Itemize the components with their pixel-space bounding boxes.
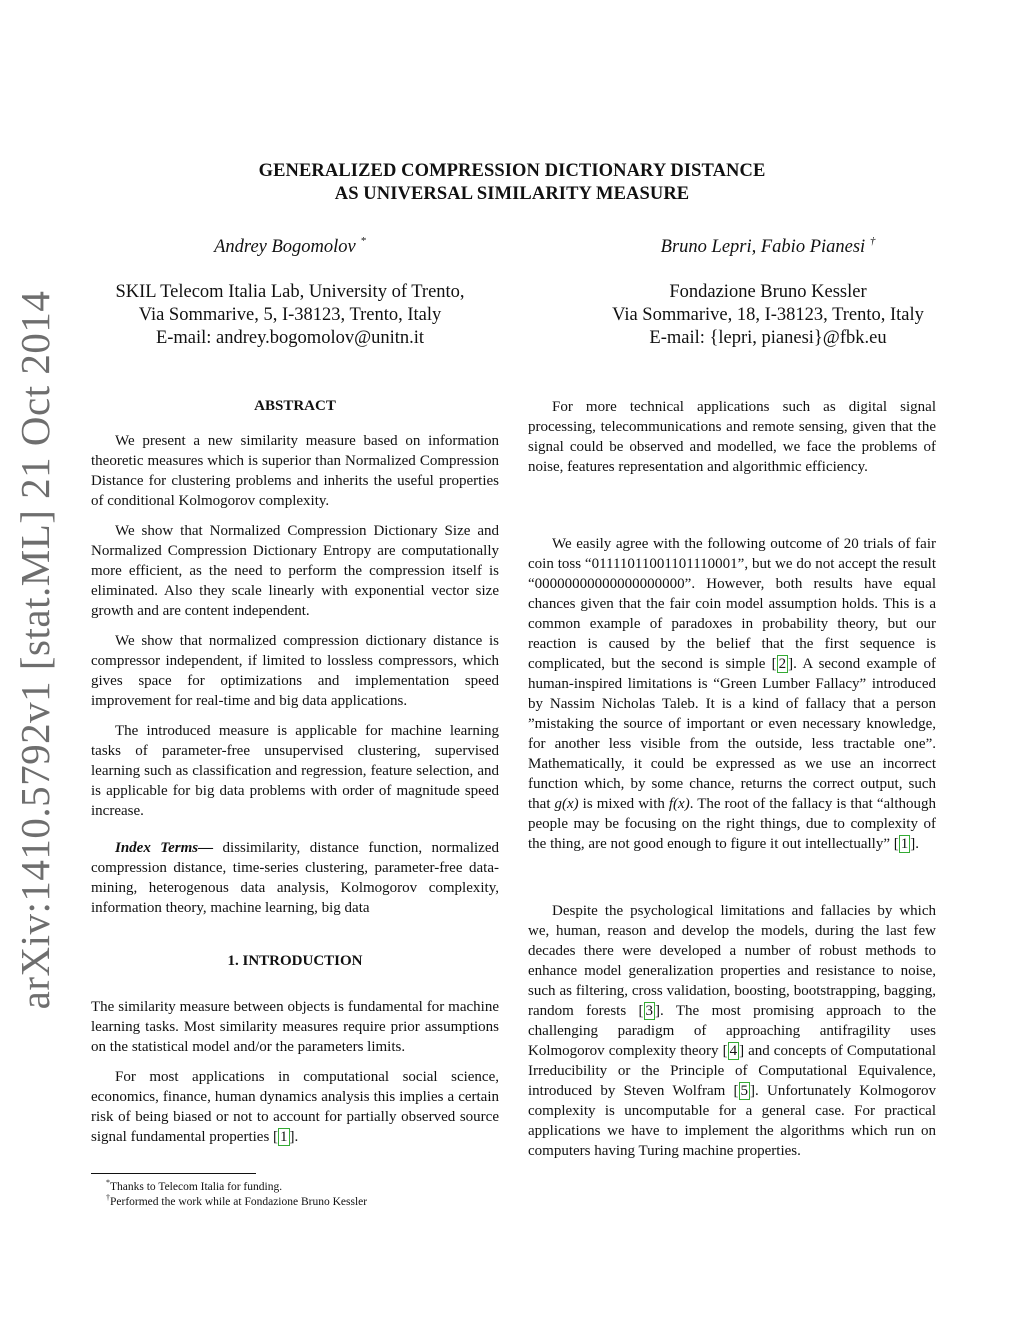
citation-link[interactable]: 2	[778, 656, 787, 672]
citation-link[interactable]: 5	[740, 1083, 749, 1099]
affiliation-1-line-1: SKIL Telecom Italia Lab, University of Trento,	[115, 282, 465, 302]
arxiv-stamp: arXiv:1410.5792v1 [stat.ML] 21 Oct 2014	[12, 290, 58, 1010]
abstract-paragraph-3: We show that normalized compression dictionary distance is compressor independent, if limited to lossless compressors, which gives space for optimizations and implementation speed improvement for real-time and big data applications.	[91, 633, 499, 709]
math-f-of-x: f(x)	[668, 796, 690, 812]
introduction-heading: 1. INTRODUCTION	[227, 953, 363, 969]
abstract-heading: ABSTRACT	[254, 398, 336, 414]
author-block-1	[40, 236, 540, 350]
index-terms	[91, 838, 499, 918]
title-line-2: AS UNIVERSAL SIMILARITY MEASURE	[334, 184, 690, 204]
affiliation-2-line-1: Fondazione Bruno Kessler	[669, 282, 867, 302]
right-paragraph-2: We easily agree with the following outcome of 20 trials of fair coin toss “01111011001101110001”, but we do not accept the result “00000000000000000000”. However, both results have equal chances given that the fair coin model assumption holds. This is a common example of paradoxes in probability theory, but our reaction is caused by the belief that the first sequence is complicated, but the second is simple [ 2 ]. A second example of human-inspired limitations is “Green Lumber Fallacy” introduced by Nassim Nicholas Taleb. It is a kind of fallacy that a person ”mistaking the source of important or even necessary knowledge, for another less visible from the outside, less tractable one”. Mathematically, it could be expressed as we use an incorrect function which, by some chance, returns the correct output, such that g(x) is mixed with f(x). The root of the fallacy is that “although people may be focusing on the right things, due to complexity of the thing, are not good enough to figure it out intellectually” [ 1 ].	[528, 536, 937, 852]
paper-title	[0, 160, 1024, 206]
citation-link[interactable]: 4	[729, 1043, 738, 1059]
citation-link[interactable]: 1	[280, 1129, 288, 1145]
index-terms-text: dissimilarity, distance function, normalized compression distance, time-series clustering, parameter-free data-mining, heterogenous data analysis, Kolmogorov complexity, information theory, machine learning, big data	[91, 840, 499, 916]
intro-paragraph-1: The similarity measure between objects is fundamental for machine learning tasks. Most similarity measures require prior assumptions on the statistical model and/or the parameters limits.	[91, 999, 499, 1055]
footnote-1: *Thanks to Telecom Italia for funding.	[106, 1178, 283, 1193]
affiliation-2	[518, 281, 1018, 350]
abstract-paragraph-4: The introduced measure is applicable for machine learning tasks of parameter-free unsupervised clustering, supervised learning such as classification and regression, feature selection, and is applicable for big data problems with order of magnitude speed increase.	[91, 723, 499, 819]
left-column	[91, 396, 499, 1147]
right-column	[528, 397, 936, 1161]
citation-link[interactable]: 3	[645, 1003, 654, 1019]
math-g-of-x: g(x)	[554, 796, 579, 812]
abstract-paragraph-2: We show that Normalized Compression Dictionary Size and Normalized Compression Dictionary Entropy are computationally more efficient, as the need to perform the compression itself is eliminated. Also they scale linearly with exponential vector size growth and are content independent.	[91, 523, 499, 619]
affiliation-2-line-2: Via Sommarive, 18, I-38123, Trento, Italy	[612, 305, 924, 325]
right-paragraph-1: For more technical applications such as digital signal processing, telecommunications and remote sensing, given that the signal could be observed and modelled, we face the problems of noise, features representation and algorithmic efficiency.	[528, 399, 936, 475]
footnotes	[106, 1180, 506, 1210]
right-paragraph-3: Despite the psychological limitations and fallacies by which we, human, reason and develop the models, during the last few decades there were developed a number of robust methods to enhance model generalization properties and resistance to noise, such as filtering, cross validation, boosting, bootstrapping, bagging, random forests [ 3 ]. The most promising approach to the challenging paradigm of approaching antifragility uses Kolmogorov complexity theory [ 4 ] and concepts of Computational Irreducibility or the Principle of Computational Equivalence, introduced by Steven Wolfram [ 5 ]. Unfortunately Kolmogorov complexity is uncomputable for a general case. For practical applications we have to implement the algorithms which run on computers having Turing machine properties.	[528, 903, 937, 1159]
affiliation-1-line-2: Via Sommarive, 5, I-38123, Trento, Italy	[138, 305, 442, 325]
footnote-rule	[91, 1173, 256, 1174]
title-line-1: GENERALIZED COMPRESSION DICTIONARY DISTANCE	[258, 161, 766, 181]
affiliation-1-email[interactable]: E-mail: andrey.bogomolov@unitn.it	[155, 328, 425, 348]
affiliation-2-email[interactable]: E-mail: {lepri, pianesi}@fbk.eu	[649, 328, 887, 348]
author-name-1: Andrey Bogomolov *	[214, 235, 366, 257]
author-name-2: Bruno Lepri, Fabio Pianesi †	[660, 235, 876, 257]
abstract-paragraph-1: We present a new similarity measure based on information theoretic measures which is superior than Normalized Compression Distance for clustering problems and inherits the useful properties of conditional Kolmogorov complexity.	[91, 433, 499, 509]
index-terms-label: Index Terms—	[115, 840, 214, 856]
affiliation-1	[40, 281, 540, 350]
intro-paragraph-2: For most applications in computational social science, economics, finance, human dynamics analysis this implies a certain risk of being biased or not to account for partially observed source signal fundamental properties [ 1 ].	[91, 1069, 499, 1145]
citation-link[interactable]: 1	[900, 836, 909, 852]
footnote-2: †Performed the work while at Fondazione Bruno Kessler	[106, 1193, 368, 1208]
author-block-2	[518, 236, 1018, 350]
